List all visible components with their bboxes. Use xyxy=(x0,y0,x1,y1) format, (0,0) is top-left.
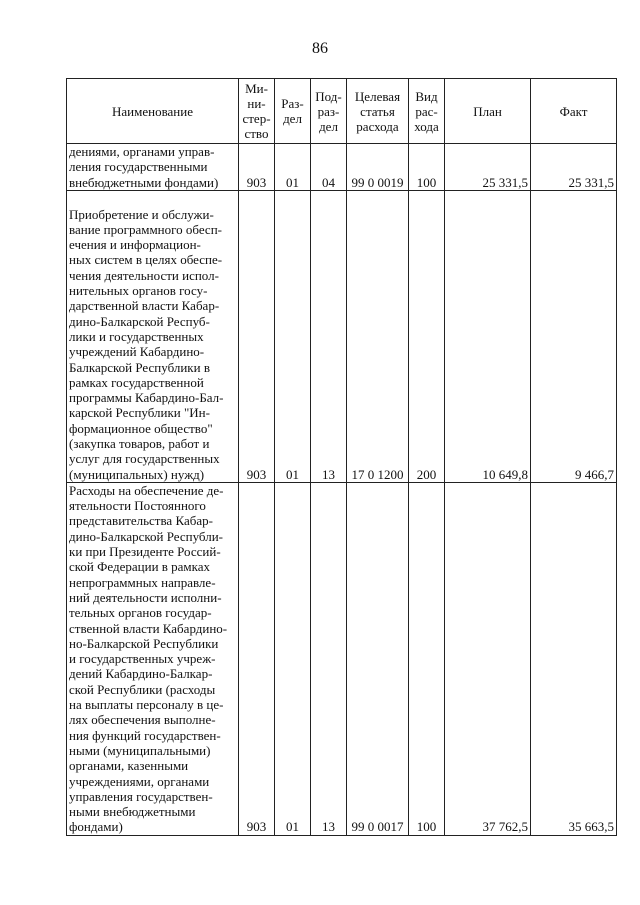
row-fact: 9 466,7 xyxy=(531,190,617,482)
row-target: 99 0 0019 xyxy=(347,144,409,191)
row-expense-type: 100 xyxy=(409,482,445,835)
header-target: Целевая статья расхода xyxy=(347,79,409,144)
header-plan: План xyxy=(445,79,531,144)
row-name: Приобретение и обслужи- вание программного обесп- ечения и информацион- ных систем в целях обеспе- чения деятельности испол- нительных органов госу- дарственной власти Кабар- дино-Балкарской Респуб- лики и государственных учреждений Кабардино- Балкарской Республики в рамках государственной программы Кабардино-Бал- карской Республики "Ин- формационное общество" (закупка товаров, работ и услуг для государственных (муниципальных) нужд) xyxy=(67,190,239,482)
row-ministry: 903 xyxy=(239,144,275,191)
row-expense-type: 200 xyxy=(409,190,445,482)
header-ministry: Ми- ни- стер- ство xyxy=(239,79,275,144)
budget-table xyxy=(66,78,617,836)
row-section: 01 xyxy=(275,144,311,191)
row-target: 99 0 0017 xyxy=(347,482,409,835)
row-section: 01 xyxy=(275,482,311,835)
header-subsection: Под- раз- дел xyxy=(311,79,347,144)
row-ministry: 903 xyxy=(239,482,275,835)
header-row xyxy=(67,79,617,144)
row-name: Расходы на обеспечение де- ятельности Постоянного представительства Кабар- дино-Балкарской Республи- ки при Президенте Россий- ской Федерации в рамках непрограммных направле- ний деятельности исполни- тельных органов государ- ственной власти Кабардино- но-Балкарской Республики и государственных учреж- дений Кабардино-Балкар- ской Республики (расходы на выплаты персоналу в це- лях обеспечения выполне- ния функций государствен- ными (муниципальными) органами, казенными учреждениями, органами управления государствен- ными внебюджетными фондами) xyxy=(67,482,239,835)
row-fact: 35 663,5 xyxy=(531,482,617,835)
header-fact: Факт xyxy=(531,79,617,144)
row-expense-type: 100 xyxy=(409,144,445,191)
row-target: 17 0 1200 xyxy=(347,190,409,482)
row-subsection: 13 xyxy=(311,482,347,835)
row-subsection: 04 xyxy=(311,144,347,191)
row-subsection: 13 xyxy=(311,190,347,482)
row-name: дениями, органами управ- ления государственными внебюджетными фондами) xyxy=(67,144,239,191)
row-plan: 10 649,8 xyxy=(445,190,531,482)
table-row xyxy=(67,190,617,482)
row-plan: 37 762,5 xyxy=(445,482,531,835)
page-number: 86 xyxy=(312,40,328,57)
row-plan: 25 331,5 xyxy=(445,144,531,191)
header-expense-type: Вид рас- хода xyxy=(409,79,445,144)
header-name: Наименование xyxy=(67,79,239,144)
header-section: Раз- дел xyxy=(275,79,311,144)
table-row xyxy=(67,482,617,835)
table-row xyxy=(67,144,617,191)
row-ministry: 903 xyxy=(239,190,275,482)
row-fact: 25 331,5 xyxy=(531,144,617,191)
row-section: 01 xyxy=(275,190,311,482)
